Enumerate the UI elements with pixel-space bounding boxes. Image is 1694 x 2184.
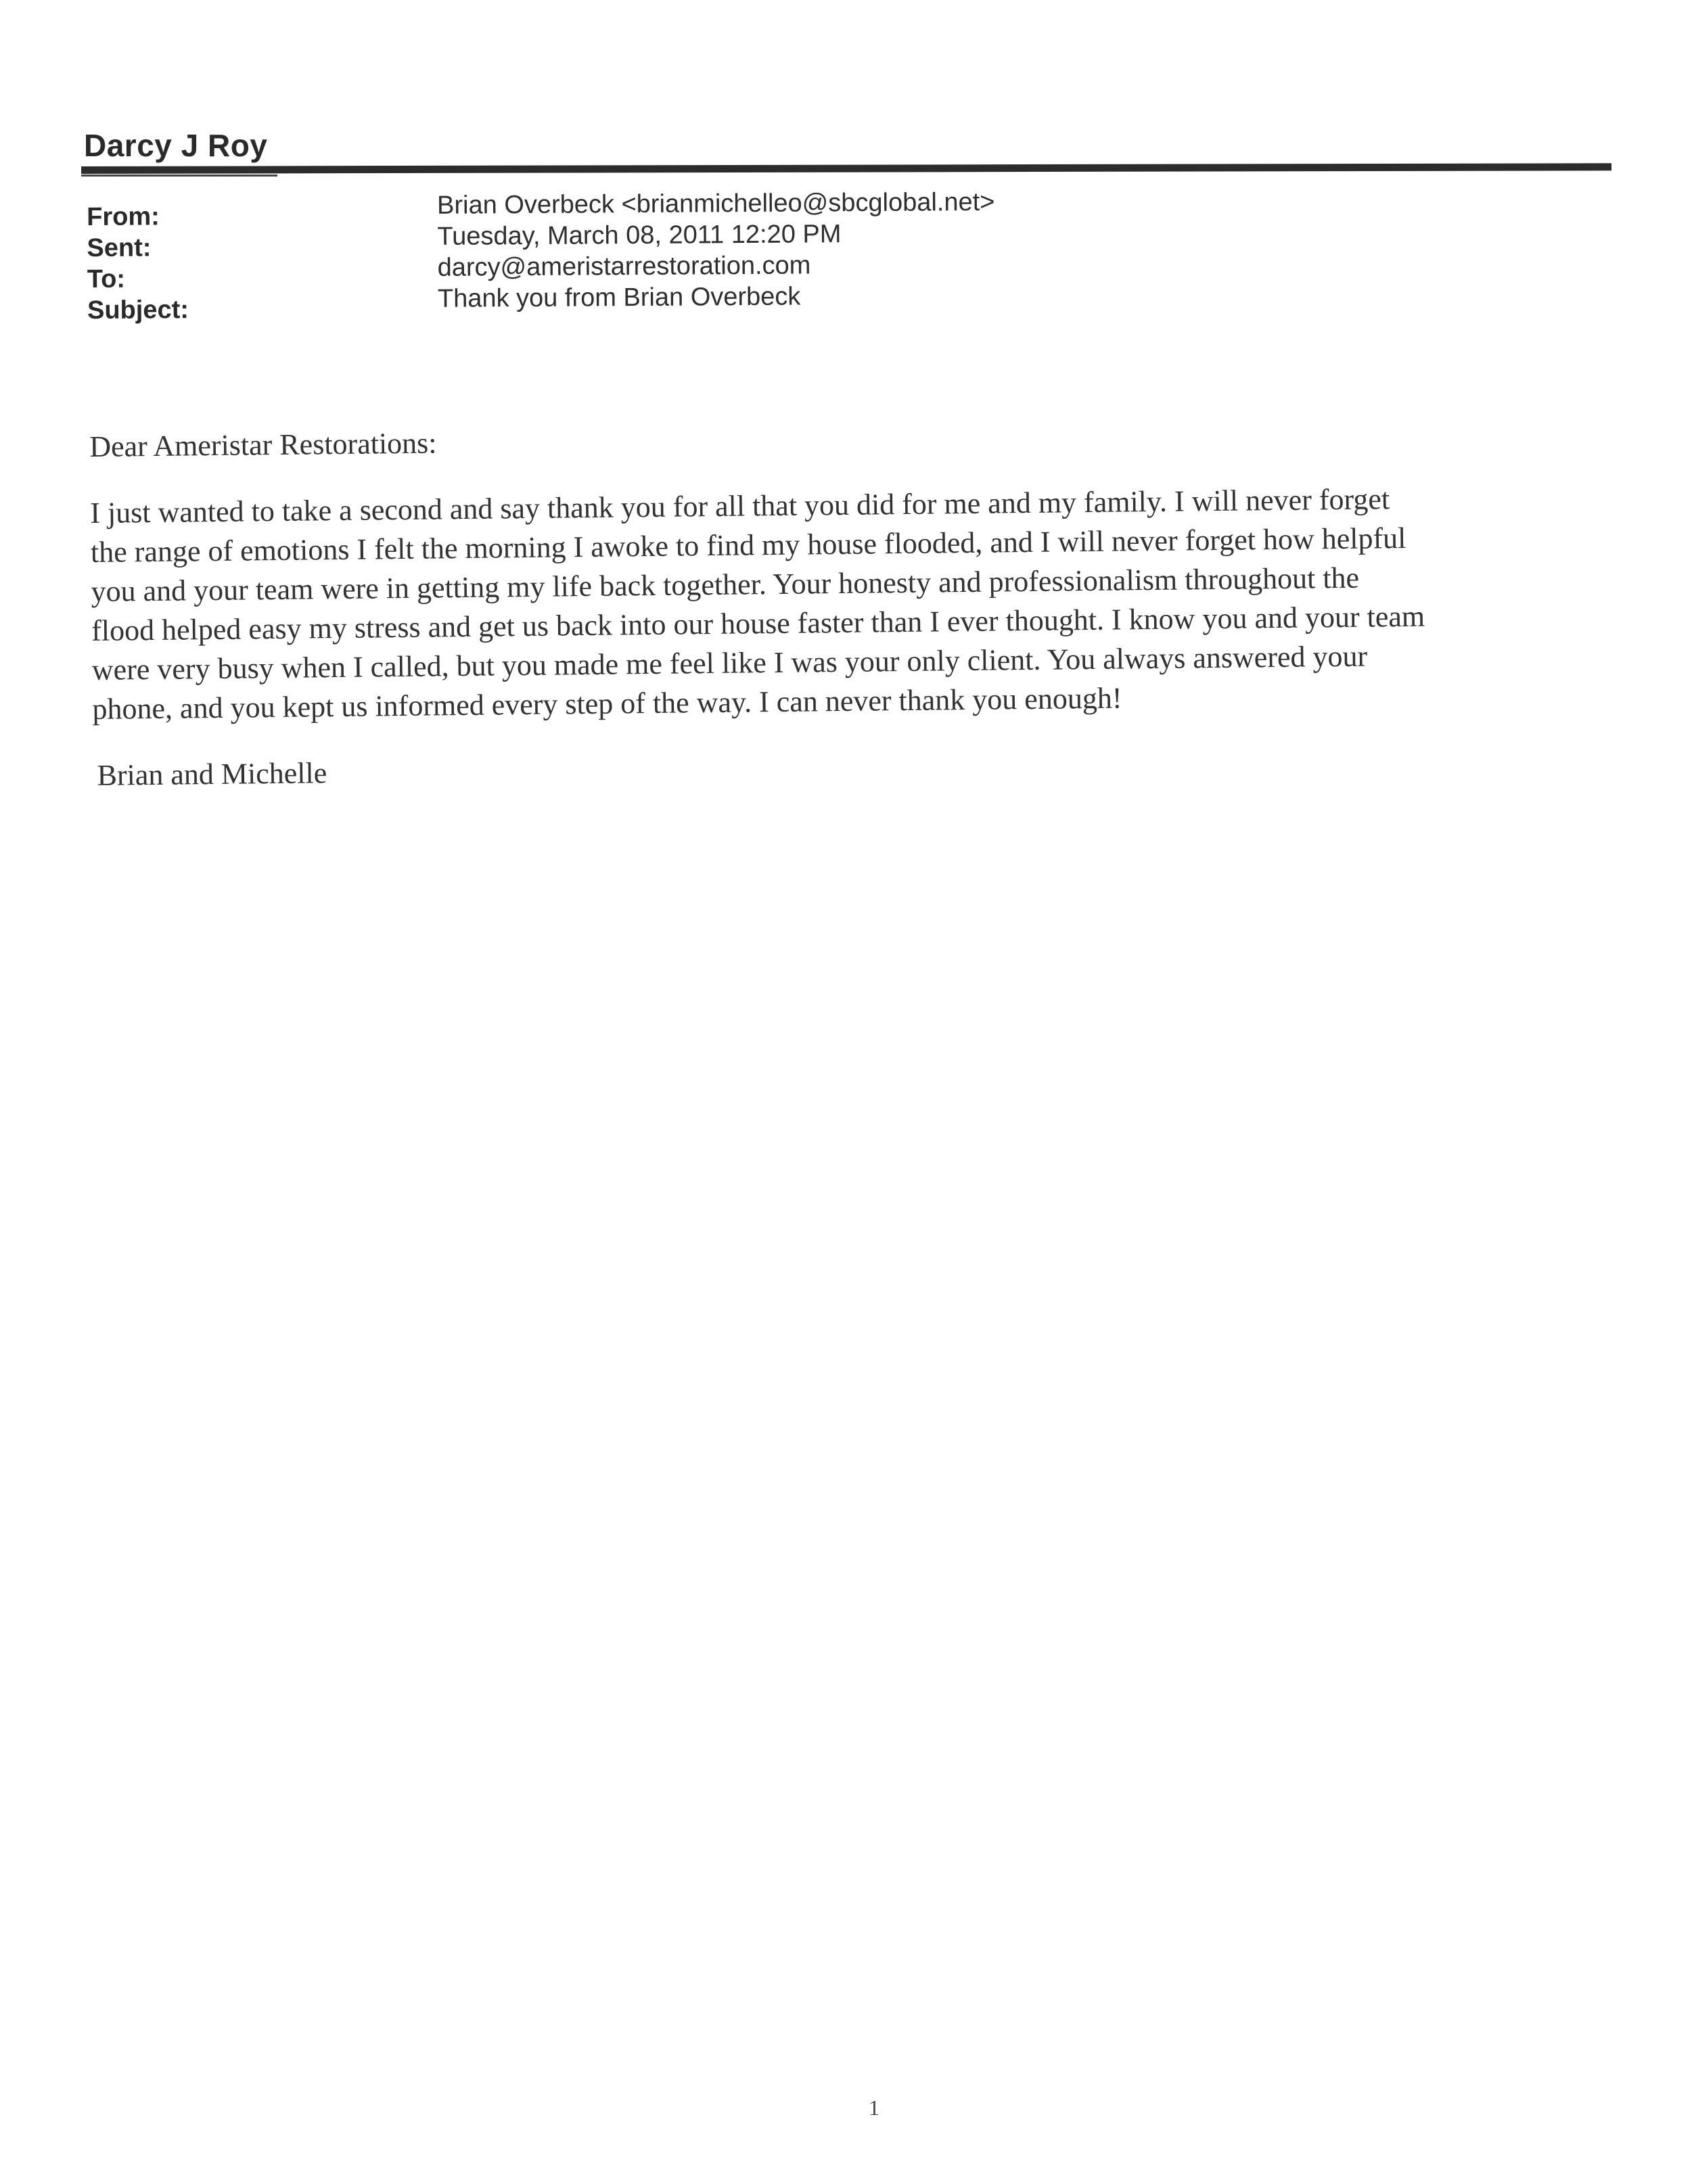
- signoff: Brian and Michelle: [97, 756, 327, 792]
- header-divider: [81, 163, 1611, 174]
- from-value: Brian Overbeck <brianmichelleo@sbcglobal.net>: [436, 187, 995, 220]
- sent-value: Tuesday, March 08, 2011 12:20 PM: [437, 220, 842, 251]
- body-paragraph: [90, 478, 1622, 729]
- from-label: From:: [87, 202, 160, 231]
- body-line: flood helped easy my stress and get us back into our house faster than I ever thought. I know you and your team: [91, 599, 1425, 647]
- to-value: darcy@ameristarrestoration.com: [437, 251, 811, 282]
- body-line: I just wanted to take a second and say thank you for all that you did for me and my family. I will never forget: [90, 482, 1390, 530]
- body-line: the range of emotions I felt the morning I awoke to find my house flooded, and I will never forget how helpful: [90, 521, 1406, 569]
- mailbox-owner-name: Darcy J Roy: [84, 128, 268, 163]
- body-line: were very busy when I called, but you made me feel like I was your only client. You always answered your: [91, 639, 1368, 687]
- letter-body: [89, 411, 1622, 795]
- to-label: To:: [87, 264, 126, 294]
- salutation: Dear Ameristar Restorations:: [89, 426, 437, 463]
- sent-label: Sent:: [87, 233, 152, 262]
- header-divider-underline: [81, 175, 277, 177]
- subject-value: Thank you from Brian Overbeck: [437, 282, 801, 313]
- page-number: 1: [869, 2095, 879, 2120]
- subject-label: Subject:: [87, 296, 189, 325]
- body-line: you and your team were in getting my life back together. Your honesty and professionalism throughout the: [91, 561, 1360, 608]
- body-line: phone, and you kept us informed every step of the way. I can never thank you enough!: [92, 681, 1122, 726]
